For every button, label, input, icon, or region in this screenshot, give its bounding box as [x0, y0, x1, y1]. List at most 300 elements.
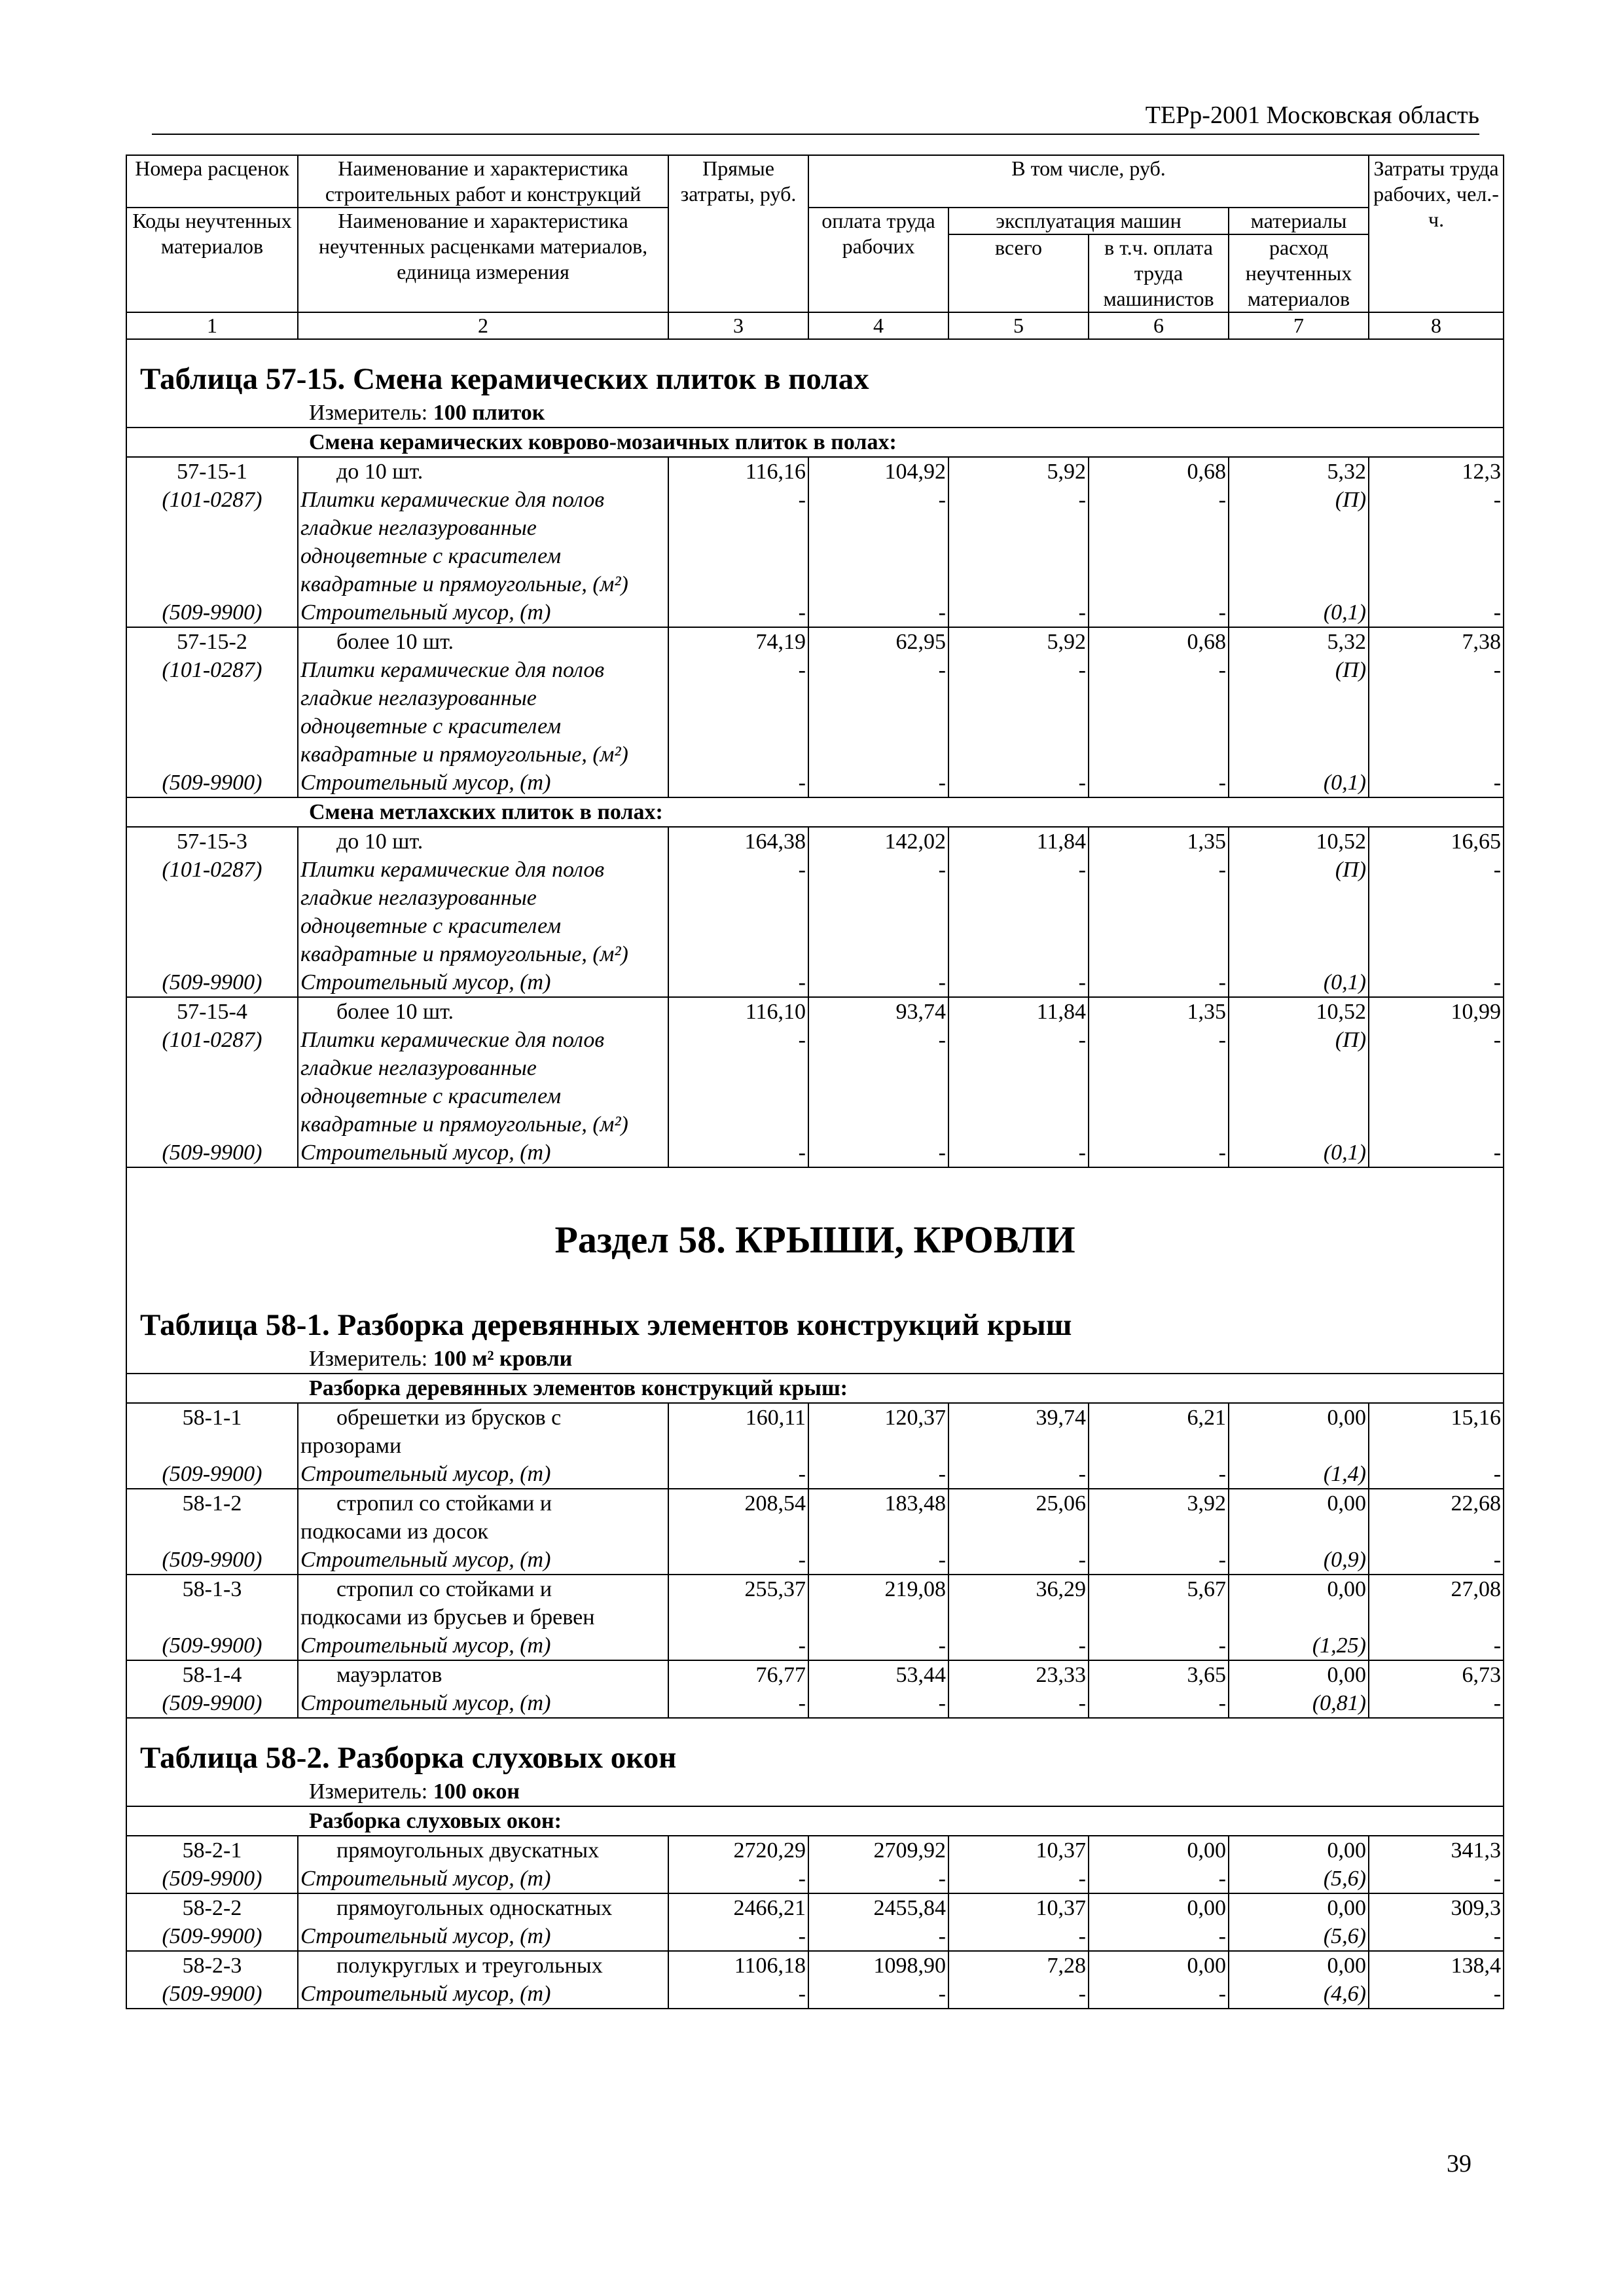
rate-value: 2720,29 [668, 1836, 808, 1865]
dash: - [948, 1460, 1089, 1489]
material-usage: (П) [1229, 1026, 1369, 1054]
spacer-text [126, 1167, 1504, 1214]
dash: - [1369, 1139, 1504, 1167]
empty [1229, 1110, 1369, 1139]
material-name: квадратные и прямоугольные, (м²) [298, 740, 668, 769]
dash: - [1089, 1631, 1229, 1660]
rate-name: до 10 шт. [298, 457, 668, 486]
col-material-codes: Коды неучтенных материалов [126, 208, 298, 312]
rate-value: 27,08 [1369, 1575, 1504, 1603]
rate-value: 0,00 [1089, 1951, 1229, 1980]
rate-value: 11,84 [948, 827, 1089, 856]
dash: - [808, 968, 948, 997]
material-name: Строительный мусор, (т) [298, 1460, 668, 1489]
empty [668, 684, 808, 712]
measure-value: 100 окон [433, 1779, 520, 1804]
material-name: квадратные и прямоугольные, (м²) [298, 1110, 668, 1139]
dash: - [668, 1922, 808, 1951]
dash: - [808, 1631, 948, 1660]
rate-value: 6,73 [1369, 1660, 1504, 1689]
empty [126, 1432, 298, 1460]
rate-code: 58-2-1 [126, 1836, 298, 1865]
empty [1369, 1110, 1504, 1139]
rate-value: 7,28 [948, 1951, 1089, 1980]
col-materials: материалы [1229, 208, 1369, 234]
rate-value: 0,68 [1089, 627, 1229, 656]
material-name: Строительный мусор, (т) [298, 598, 668, 627]
empty [808, 940, 948, 968]
dash: - [948, 1026, 1089, 1054]
dash: - [808, 1980, 948, 2009]
material-usage: (1,25) [1229, 1631, 1369, 1660]
debris-row [126, 1139, 1504, 1167]
rate-value: 104,92 [808, 457, 948, 486]
dash: - [808, 1546, 948, 1575]
material-code: (509-9900) [126, 769, 298, 797]
material-name: Строительный мусор, (т) [298, 1980, 668, 2009]
rate-value: 12,3 [1369, 457, 1504, 486]
dash: - [1089, 1980, 1229, 2009]
material-name: Плитки керамические для полов [298, 856, 668, 884]
empty [1089, 1603, 1229, 1631]
spacer [126, 1266, 1504, 1305]
col-wages: оплата труда рабочих [808, 208, 948, 312]
rate-value: 2466,21 [668, 1893, 808, 1922]
dash: - [1369, 1026, 1504, 1054]
material-usage: (5,6) [1229, 1865, 1369, 1893]
dash: - [948, 1980, 1089, 2009]
material-row-cont [126, 570, 1504, 598]
rate-value: 0,00 [1229, 1893, 1369, 1922]
material-name: Строительный мусор, (т) [298, 1865, 668, 1893]
material-name: гладкие неглазурованные [298, 684, 668, 712]
rate-value: 5,32 [1229, 457, 1369, 486]
rate-name: подкосами из досок [298, 1518, 668, 1546]
empty [1089, 912, 1229, 940]
rate-value: 53,44 [808, 1660, 948, 1689]
empty [126, 1082, 298, 1110]
empty [668, 1603, 808, 1631]
dash: - [808, 598, 948, 627]
table-58-2-measure [126, 1777, 1504, 1806]
dash: - [948, 656, 1089, 684]
col-num-5: 5 [948, 312, 1089, 339]
empty [1089, 1518, 1229, 1546]
subsection-title-text: Разборка слуховых окон: [126, 1806, 1504, 1836]
empty [126, 712, 298, 740]
rate-value: 1,35 [1089, 827, 1229, 856]
rate-value: 7,38 [1369, 627, 1504, 656]
rate-name: мауэрлатов [298, 1660, 668, 1689]
empty [1089, 570, 1229, 598]
dash: - [668, 598, 808, 627]
material-row-cont [126, 1082, 1504, 1110]
material-name: одноцветные с красителем [298, 542, 668, 570]
empty [1089, 940, 1229, 968]
debris-row [126, 769, 1504, 797]
dash: - [1089, 769, 1229, 797]
dash: - [948, 1689, 1089, 1718]
rate-value: 309,3 [1369, 1893, 1504, 1922]
col-machines-total: всего [948, 234, 1089, 312]
debris-row [126, 598, 1504, 627]
material-name: гладкие неглазурованные [298, 884, 668, 912]
empty [1369, 542, 1504, 570]
table-57-15-measure [126, 399, 1504, 428]
material-code: (509-9900) [126, 1922, 298, 1951]
subsection-title-text: Разборка деревянных элементов конструкций крыш: [126, 1374, 1504, 1403]
empty [1369, 1432, 1504, 1460]
empty [126, 1054, 298, 1082]
empty [126, 1110, 298, 1139]
dash: - [808, 1139, 948, 1167]
material-name: Строительный мусор, (т) [298, 1631, 668, 1660]
spacer-text [126, 339, 1504, 359]
spacer-text [126, 1718, 1504, 1738]
material-row-cont [126, 712, 1504, 740]
rate-name: прозорами [298, 1432, 668, 1460]
empty [1229, 740, 1369, 769]
rate-value: 16,65 [1369, 827, 1504, 856]
rate-code: 57-15-4 [126, 997, 298, 1026]
empty [1089, 684, 1229, 712]
section-title [126, 1214, 1504, 1266]
empty [126, 1518, 298, 1546]
dash: - [948, 769, 1089, 797]
empty [808, 1110, 948, 1139]
rate-value: 3,65 [1089, 1660, 1229, 1689]
empty [668, 1082, 808, 1110]
material-code: (509-9900) [126, 1460, 298, 1489]
material-name: одноцветные с красителем [298, 1082, 668, 1110]
empty [1369, 740, 1504, 769]
rate-row-cont [126, 1432, 1504, 1460]
empty [126, 542, 298, 570]
dash: - [1369, 1631, 1504, 1660]
dash: - [1089, 1546, 1229, 1575]
empty [668, 570, 808, 598]
empty [126, 1603, 298, 1631]
rate-name: прямоугольных односкатных [298, 1893, 668, 1922]
empty [1369, 1603, 1504, 1631]
empty [808, 740, 948, 769]
table-57-15-title [126, 359, 1504, 399]
rate-name: полукруглых и треугольных [298, 1951, 668, 1980]
dash: - [1369, 769, 1504, 797]
dash: - [1089, 1922, 1229, 1951]
dash: - [1089, 1026, 1229, 1054]
dash: - [808, 1865, 948, 1893]
dash: - [1089, 1865, 1229, 1893]
material-code: (509-9900) [126, 1865, 298, 1893]
empty [126, 912, 298, 940]
material-name: гладкие неглазурованные [298, 1054, 668, 1082]
rate-row [126, 1660, 1504, 1689]
dash: - [1089, 598, 1229, 627]
rate-value: 138,4 [1369, 1951, 1504, 1980]
debris-row [126, 1865, 1504, 1893]
dash: - [948, 968, 1089, 997]
debris-row [126, 1631, 1504, 1660]
dash: - [668, 1865, 808, 1893]
measure-unit [126, 1777, 1504, 1806]
dash: - [1089, 486, 1229, 514]
measure-unit [126, 1345, 1504, 1374]
measure-label: Измеритель: [309, 1347, 428, 1371]
material-name: Строительный мусор, (т) [298, 1546, 668, 1575]
spacer [126, 339, 1504, 359]
rate-row [126, 1403, 1504, 1432]
measure-unit [126, 399, 1504, 428]
empty [1089, 884, 1229, 912]
empty [1089, 514, 1229, 542]
debris-row [126, 1980, 1504, 2009]
rate-value: 142,02 [808, 827, 948, 856]
material-name: гладкие неглазурованные [298, 514, 668, 542]
material-name: Строительный мусор, (т) [298, 769, 668, 797]
debris-row [126, 1922, 1504, 1951]
rate-value: 255,37 [668, 1575, 808, 1603]
empty [948, 1054, 1089, 1082]
rate-value: 10,37 [948, 1836, 1089, 1865]
measure-label: Измеритель: [309, 401, 428, 425]
material-code: (509-9900) [126, 968, 298, 997]
material-row-cont [126, 542, 1504, 570]
rate-code: 57-15-3 [126, 827, 298, 856]
rate-value: 2455,84 [808, 1893, 948, 1922]
rate-value: 116,10 [668, 997, 808, 1026]
subsection-title [126, 1374, 1504, 1403]
rate-name: обрешетки из брусков с [298, 1403, 668, 1432]
material-usage: (0,1) [1229, 769, 1369, 797]
table-58-1-title [126, 1305, 1504, 1345]
material-row-cont [126, 1110, 1504, 1139]
empty [1229, 1603, 1369, 1631]
col-num-8: 8 [1369, 312, 1504, 339]
empty [808, 542, 948, 570]
empty [126, 740, 298, 769]
empty [948, 1518, 1089, 1546]
material-code: (101-0287) [126, 856, 298, 884]
material-code: (101-0287) [126, 656, 298, 684]
measure-value: 100 м² кровли [433, 1347, 573, 1371]
rate-name: до 10 шт. [298, 827, 668, 856]
material-code: (509-9900) [126, 1631, 298, 1660]
dash: - [1369, 486, 1504, 514]
rate-value: 0,68 [1089, 457, 1229, 486]
rate-value: 10,52 [1229, 997, 1369, 1026]
empty [948, 542, 1089, 570]
rate-value: 0,00 [1089, 1836, 1229, 1865]
material-usage: (5,6) [1229, 1922, 1369, 1951]
empty [1369, 940, 1504, 968]
material-usage: (П) [1229, 656, 1369, 684]
rate-row [126, 1575, 1504, 1603]
dash: - [808, 656, 948, 684]
empty [808, 1518, 948, 1546]
rate-value: 39,74 [948, 1403, 1089, 1432]
empty [668, 514, 808, 542]
page-header: ТЕРр-2001 Московская область [152, 97, 1479, 135]
material-name: Плитки керамические для полов [298, 656, 668, 684]
rate-value: 0,00 [1229, 1403, 1369, 1432]
measure-value: 100 плиток [433, 401, 545, 425]
col-material-names: Наименование и характеристика неучтенных расценками материалов, единица измерения [298, 208, 668, 312]
table-header [126, 155, 1504, 339]
material-row-cont [126, 912, 1504, 940]
empty [1089, 1432, 1229, 1460]
rate-value: 0,00 [1229, 1836, 1369, 1865]
rate-value: 76,77 [668, 1660, 808, 1689]
empty [668, 940, 808, 968]
rate-value: 36,29 [948, 1575, 1089, 1603]
dash: - [1369, 1546, 1504, 1575]
material-row [126, 856, 1504, 884]
empty [1369, 570, 1504, 598]
rate-name: более 10 шт. [298, 997, 668, 1026]
rate-name: стропил со стойками и [298, 1575, 668, 1603]
empty [1089, 1110, 1229, 1139]
empty [1229, 542, 1369, 570]
dash: - [948, 1865, 1089, 1893]
rate-value: 15,16 [1369, 1403, 1504, 1432]
rate-value: 5,92 [948, 457, 1089, 486]
rate-row [126, 1836, 1504, 1865]
empty [668, 1054, 808, 1082]
empty [1229, 570, 1369, 598]
dash: - [1369, 968, 1504, 997]
material-row-cont [126, 514, 1504, 542]
debris-row [126, 1689, 1504, 1718]
dash: - [668, 1460, 808, 1489]
spacer-text [126, 1266, 1504, 1305]
empty [126, 940, 298, 968]
empty [1369, 1082, 1504, 1110]
spacer [126, 1167, 1504, 1214]
debris-row [126, 968, 1504, 997]
rate-value: 74,19 [668, 627, 808, 656]
dash: - [668, 486, 808, 514]
dash: - [1369, 1922, 1504, 1951]
material-usage: (0,81) [1229, 1689, 1369, 1718]
rate-code: 58-1-3 [126, 1575, 298, 1603]
col-work-name: Наименование и характеристика строительных работ и конструкций [298, 155, 668, 208]
rate-value: 160,11 [668, 1403, 808, 1432]
material-code: (509-9900) [126, 1139, 298, 1167]
dash: - [1089, 656, 1229, 684]
empty [808, 514, 948, 542]
table-58-1-title-text: Таблица 58-1. Разборка деревянных элементов конструкций крыш [126, 1305, 1504, 1345]
rate-value: 341,3 [1369, 1836, 1504, 1865]
page-number: 39 [1447, 2150, 1471, 2178]
rate-value: 120,37 [808, 1403, 948, 1432]
material-code: (101-0287) [126, 486, 298, 514]
empty [808, 712, 948, 740]
material-name: Плитки керамические для полов [298, 486, 668, 514]
dash: - [948, 856, 1089, 884]
col-machines: эксплуатация машин [948, 208, 1229, 234]
empty [808, 884, 948, 912]
material-usage: (0,1) [1229, 968, 1369, 997]
material-name: Плитки керамические для полов [298, 1026, 668, 1054]
empty [126, 684, 298, 712]
dash: - [808, 856, 948, 884]
empty [948, 1110, 1089, 1139]
material-row-cont [126, 740, 1504, 769]
material-row-cont [126, 884, 1504, 912]
material-usage: (П) [1229, 856, 1369, 884]
subsection-title [126, 428, 1504, 457]
material-usage: (0,1) [1229, 1139, 1369, 1167]
rate-value: 11,84 [948, 997, 1089, 1026]
rate-value: 0,00 [1229, 1951, 1369, 1980]
material-name: Строительный мусор, (т) [298, 1922, 668, 1951]
empty [948, 740, 1089, 769]
subsection-title-text: Смена метлахских плиток в полах: [126, 797, 1504, 827]
empty [1369, 684, 1504, 712]
dash: - [668, 1631, 808, 1660]
empty [668, 542, 808, 570]
dash: - [1369, 1689, 1504, 1718]
rate-code: 58-1-4 [126, 1660, 298, 1689]
rate-value: 1,35 [1089, 997, 1229, 1026]
empty [948, 1432, 1089, 1460]
rate-name: подкосами из брусьев и бревен [298, 1603, 668, 1631]
rate-row-cont [126, 1518, 1504, 1546]
rate-value: 5,92 [948, 627, 1089, 656]
empty [668, 1518, 808, 1546]
col-num-7: 7 [1229, 312, 1369, 339]
material-usage: (0,9) [1229, 1546, 1369, 1575]
rate-row-cont [126, 1603, 1504, 1631]
empty [1369, 712, 1504, 740]
dash: - [668, 968, 808, 997]
dash: - [808, 1689, 948, 1718]
rate-value: 93,74 [808, 997, 948, 1026]
empty [1089, 1054, 1229, 1082]
dash: - [1369, 598, 1504, 627]
empty [808, 1054, 948, 1082]
rate-code: 58-2-2 [126, 1893, 298, 1922]
empty [948, 1603, 1089, 1631]
dash: - [1089, 968, 1229, 997]
material-code: (509-9900) [126, 1980, 298, 2009]
empty [668, 884, 808, 912]
rate-value: 0,00 [1089, 1893, 1229, 1922]
empty [1089, 1082, 1229, 1110]
material-name: квадратные и прямоугольные, (м²) [298, 570, 668, 598]
table-58-1-measure [126, 1345, 1504, 1374]
empty [1229, 1432, 1369, 1460]
table-58-2-title [126, 1738, 1504, 1777]
empty [126, 884, 298, 912]
empty [668, 740, 808, 769]
material-name: Строительный мусор, (т) [298, 1689, 668, 1718]
empty [808, 1432, 948, 1460]
empty [668, 1110, 808, 1139]
material-name: квадратные и прямоугольные, (м²) [298, 940, 668, 968]
col-including: В том числе, руб. [808, 155, 1369, 208]
material-name: одноцветные с красителем [298, 912, 668, 940]
material-usage: (4,6) [1229, 1980, 1369, 2009]
rate-value: 25,06 [948, 1489, 1089, 1518]
rate-value: 5,32 [1229, 627, 1369, 656]
rate-value: 0,00 [1229, 1489, 1369, 1518]
measure-label: Измеритель: [309, 1779, 428, 1804]
rate-row [126, 827, 1504, 856]
rate-name: стропил со стойками и [298, 1489, 668, 1518]
empty [668, 712, 808, 740]
